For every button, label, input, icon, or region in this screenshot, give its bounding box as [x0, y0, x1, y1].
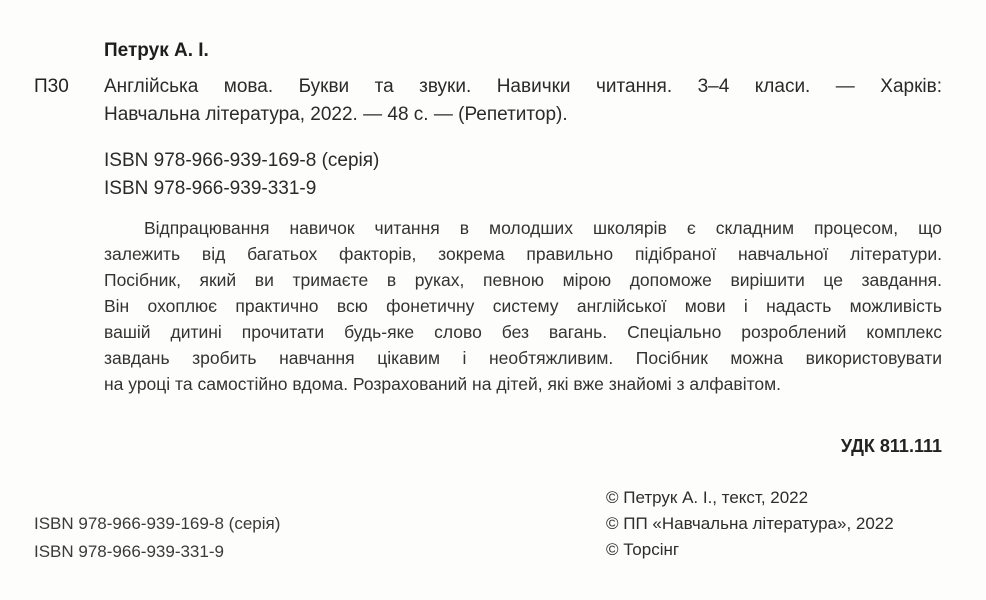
annotation-line: залежить від багатьох факторів, зокрема правильно підібраної навчальної літератури. [104, 244, 942, 264]
copyright-publisher: © ПП «Навчальна література», 2022 [606, 514, 894, 533]
author-name: Петрук А. І. [104, 40, 209, 61]
isbn-book: ISBN 978-966-939-331-9 [104, 178, 317, 199]
copyright-design: © Торсінг [606, 540, 680, 559]
annotation-line: Посібник, який ви тримаєте в руках, певною мірою допоможе вирішити це завдання. [104, 270, 942, 290]
isbn-series-bottom: ISBN 978-966-939-169-8 (серія) [34, 514, 281, 533]
annotation-line: на уроці та самостійно вдома. Розрахований на дітей, які вже знайомі з алфавітом. [104, 374, 782, 394]
bibliographic-reference-line-1: Англійська мова. Букви та звуки. Навички читання. 3–4 класи. — Харків: [104, 76, 942, 97]
annotation-line: завдань зробить навчання цікавим і необтяжливим. Посібник можна використовувати [104, 348, 942, 368]
udk-code: УДК 811.111 [840, 436, 942, 456]
annotation-line: Відпрацювання навичок читання в молодших школярів є складним процесом, що [144, 218, 942, 238]
annotation-line: Він охоплює практично всю фонетичну систему англійської мови і надасть можливість [104, 296, 942, 316]
isbn-book-bottom: ISBN 978-966-939-331-9 [34, 542, 224, 561]
annotation-line: вашій дитині прочитати будь-яке слово без вагань. Спеціально розроблений комплекс [104, 322, 942, 342]
bibliographic-reference-line-2: Навчальна література, 2022. — 48 с. — (Репетитор). [104, 104, 568, 125]
copyright-author: © Петрук А. І., текст, 2022 [606, 488, 809, 507]
isbn-series: ISBN 978-966-939-169-8 (серія) [104, 150, 380, 171]
classification-code: П30 [34, 76, 69, 97]
